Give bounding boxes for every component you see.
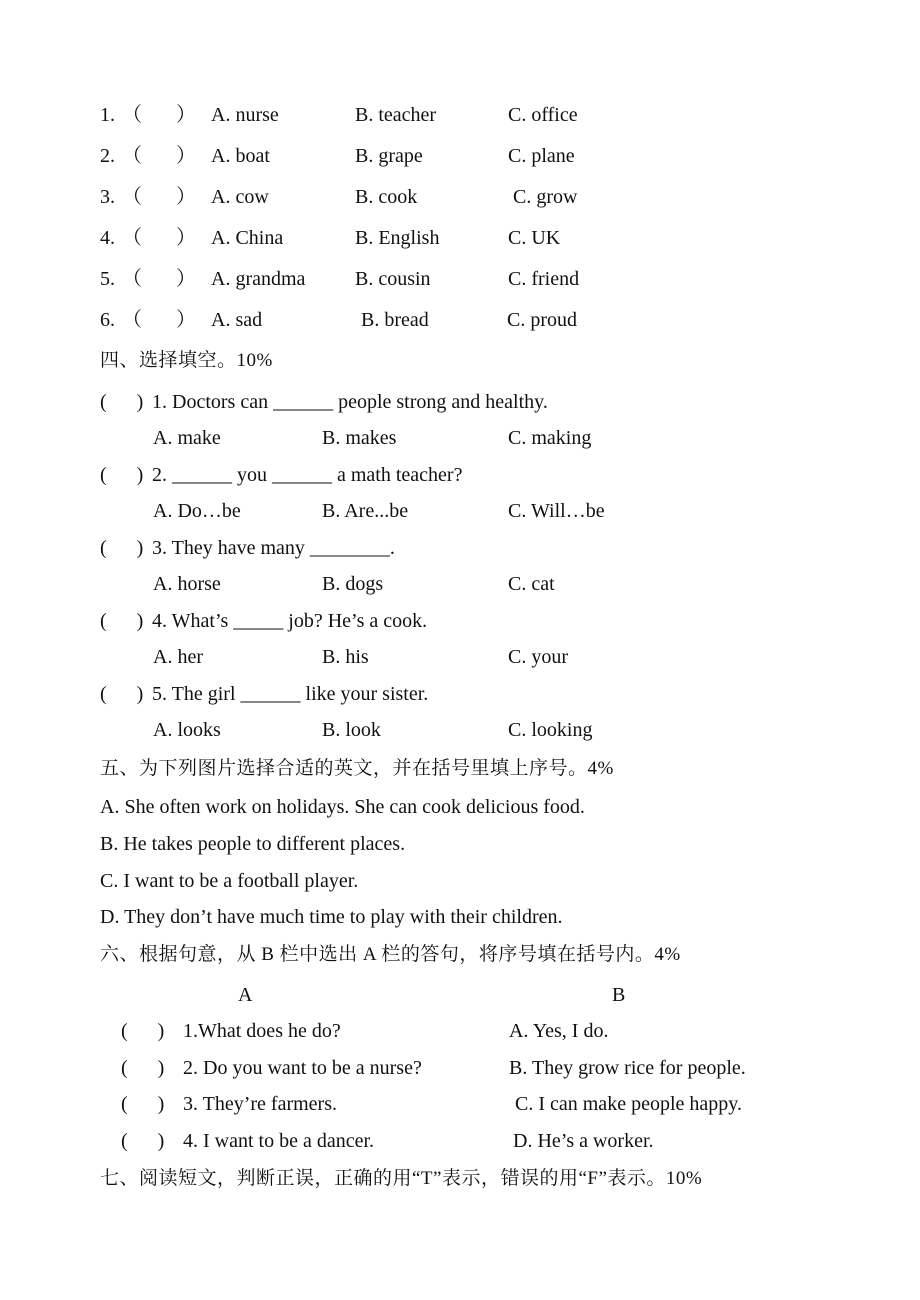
question-text: 1.What does he do? (183, 1020, 341, 1042)
question-text: 5. The girl ______ like your sister. (152, 683, 429, 705)
option-c: C. your (508, 646, 568, 668)
answer-paren: ( ) (121, 1093, 165, 1115)
option-c: C. proud (507, 309, 577, 331)
option-a: A. nurse (211, 104, 279, 126)
sentence: C. I want to be a football player. (100, 870, 359, 892)
option-c: C. UK (508, 227, 561, 249)
answer-paren-open: （ (122, 227, 142, 249)
section-heading: 五、为下列图片选择合适的英文，并在括号里填上序号。4% (100, 758, 614, 779)
option-b: B. look (322, 719, 381, 741)
option-a: A. her (153, 646, 203, 668)
option-c: C. Will…be (508, 500, 605, 522)
option-a: A. Do…be (153, 500, 241, 522)
option-c: C. grow (513, 186, 578, 208)
item-number: 3. (100, 186, 115, 208)
option-c: C. making (508, 427, 592, 449)
option-a: A. looks (153, 719, 221, 741)
option-c: C. plane (508, 145, 575, 167)
option-a: A. sad (211, 309, 263, 331)
option-b: B. his (322, 646, 369, 668)
answer-paren-close: ） (176, 104, 196, 126)
item-number: 5. (100, 268, 115, 290)
question-text: 3. They’re farmers. (183, 1093, 338, 1115)
option-c: C. office (508, 104, 578, 126)
answer-paren-open: （ (122, 104, 142, 126)
option-b: B. dogs (322, 573, 384, 595)
answer-paren: ( ) (121, 1020, 165, 1042)
sentence: D. They don’t have much time to play with their children. (100, 906, 563, 928)
answer-text: C. I can make people happy. (515, 1093, 742, 1115)
column-a-label: A (238, 984, 253, 1006)
option-a: A. grandma (211, 268, 306, 290)
question-text: 4. I want to be a dancer. (183, 1130, 375, 1152)
answer-paren-open: （ (122, 145, 142, 167)
answer-text: A. Yes, I do. (509, 1020, 609, 1042)
answer-paren-open: （ (122, 268, 142, 290)
option-a: A. horse (153, 573, 221, 595)
item-number: 4. (100, 227, 115, 249)
question-text: 2. Do you want to be a nurse? (183, 1057, 422, 1079)
option-a: A. cow (211, 186, 269, 208)
option-c: C. cat (508, 573, 555, 595)
option-b: B. Are...be (322, 500, 409, 522)
sentence: B. He takes people to different places. (100, 833, 406, 855)
question-text: 4. What’s _____ job? He’s a cook. (152, 610, 428, 632)
option-c: C. friend (508, 268, 580, 290)
question-text: 2. ______ you ______ a math teacher? (152, 464, 463, 486)
answer-paren-open: （ (122, 186, 142, 208)
section-heading: 四、选择填空。10% (100, 350, 273, 371)
option-b: B. teacher (355, 104, 437, 126)
question-text: 3. They have many ________. (152, 537, 395, 559)
option-a: A. China (211, 227, 284, 249)
answer-paren: ( ) (121, 1130, 165, 1152)
answer-paren-close: ） (176, 309, 196, 331)
item-number: 1. (100, 104, 115, 126)
section-heading: 七、阅读短文，判断正误，正确的用“T”表示，错误的用“F”表示。10% (100, 1168, 703, 1189)
answer-paren-close: ） (176, 227, 196, 249)
option-b: B. English (355, 227, 440, 249)
answer-paren: ( ) (100, 683, 144, 705)
column-b-label: B (612, 984, 626, 1006)
option-a: A. make (153, 427, 221, 449)
answer-paren-close: ） (176, 186, 196, 208)
question-text: 1. Doctors can ______ people strong and healthy. (152, 391, 548, 413)
option-b: B. grape (355, 145, 423, 167)
option-b: B. makes (322, 427, 397, 449)
sentence: A. She often work on holidays. She can cook delicious food. (100, 796, 585, 818)
item-number: 6. (100, 309, 115, 331)
option-b: B. cook (355, 186, 418, 208)
answer-paren: ( ) (100, 464, 144, 486)
answer-paren: ( ) (100, 610, 144, 632)
answer-paren-close: ） (176, 145, 196, 167)
answer-paren: ( ) (100, 537, 144, 559)
answer-paren-open: （ (122, 309, 142, 331)
answer-paren: ( ) (100, 391, 144, 413)
section-heading: 六、根据句意，从 B 栏中选出 A 栏的答句，将序号填在括号内。4% (100, 944, 681, 965)
option-b: B. bread (361, 309, 429, 331)
answer-text: D. He’s a worker. (513, 1130, 654, 1152)
item-number: 2. (100, 145, 115, 167)
option-b: B. cousin (355, 268, 431, 290)
answer-paren-close: ） (176, 268, 196, 290)
option-a: A. boat (211, 145, 270, 167)
option-c: C. looking (508, 719, 593, 741)
answer-paren: ( ) (121, 1057, 165, 1079)
answer-text: B. They grow rice for people. (509, 1057, 746, 1079)
